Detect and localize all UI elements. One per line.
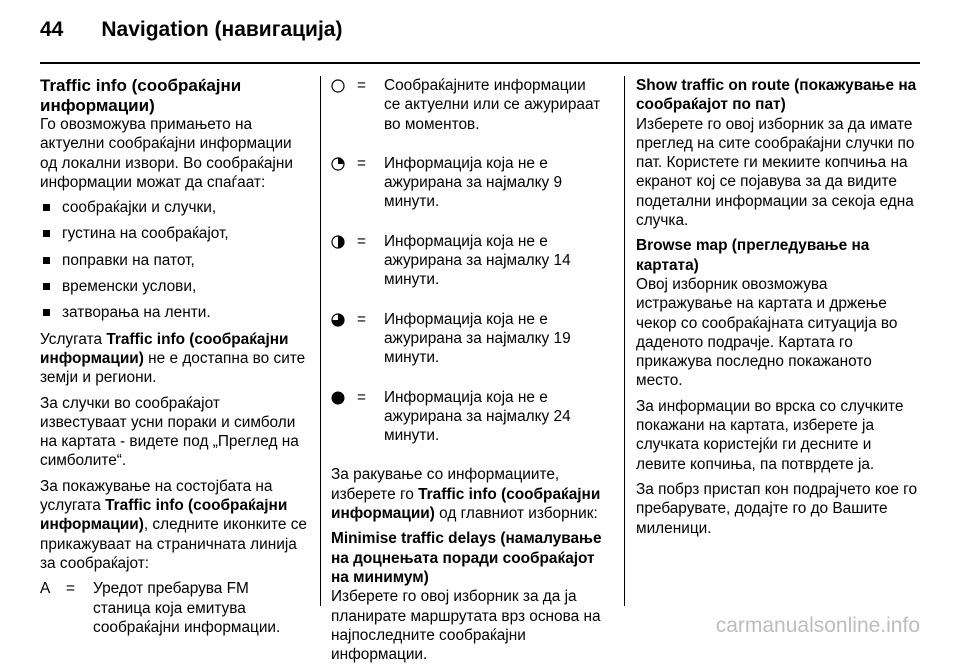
definition-three-quarter-circle: = Информација која не е ажурирана за најмалку 19 минути. [331, 310, 606, 368]
map-events-paragraph: За информации во врска со случките покажани на картата, изберете ја случката користејќи ги десните и левите копчиња, па потврдете ја. [636, 397, 904, 473]
list-item: временски услови, [40, 277, 310, 296]
list-item: густина на сообраќајот, [40, 224, 310, 243]
definition-text: Информација која не е ажурирана за најмалку 24 минути. [384, 388, 571, 445]
definition-quarter-circle: = Информација која не е ажурирана за најмалку 9 минути. [331, 154, 606, 212]
browse-map-paragraph: Овој изборник овозможува истражување на картата и држење чекор со сообраќајната ситуација во даденото подрачје. Картата го прикажува последно покажаното место. [636, 275, 898, 390]
equals-sign: = [66, 580, 75, 598]
column-divider [320, 76, 321, 606]
column-divider [624, 76, 625, 606]
page-title: Navigation (навигација) [101, 18, 343, 41]
section-heading-browse-map: Browse map (прегледување на картата) [636, 237, 870, 274]
definition-text: Сообраќајните информации се актуелни или се ажурираат во моментов. [384, 77, 601, 133]
definition-a [40, 579, 310, 637]
section-heading-show-traffic: Show traffic on route (покажување на сообраќајот по пат) [636, 77, 917, 114]
status-paragraph: За покажување на состојбата на услугата Traffic info (сообраќајни информации), следните иконките се прикажуваат на страничната линија за сообраќајот: [40, 477, 307, 572]
availability-paragraph: Услугата Traffic info (сообраќајни информации) не е достапна во сите земји и региони. [40, 330, 306, 387]
page-number: 44 [40, 18, 64, 41]
traffic-info-list [40, 198, 310, 322]
bullet-square-icon [43, 283, 50, 290]
full-circle-icon [331, 391, 345, 405]
quarter-circle-icon [331, 157, 345, 171]
bullet-square-icon [43, 257, 50, 264]
definition-text: Информација која не е ажурирана за најмалку 14 минути. [384, 232, 571, 289]
bullet-square-icon [43, 309, 50, 316]
half-circle-icon [331, 235, 345, 249]
bullet-square-icon [43, 230, 50, 237]
definition-text: Информација која не е ажурирана за најмалку 9 минути. [384, 154, 563, 211]
column-1 [40, 76, 310, 643]
column-3 [636, 76, 921, 544]
show-traffic-paragraph: Изберете го овој изборник за да имате преглед на сите сообраќајни случки по пат. Користете ги мекиите копчиња на екранот кој се појавува за да видите подетални информации за секоја една случка. [636, 115, 915, 230]
definition-empty-circle: = Сообраќајните информации се актуелни или се ажурираат во моментов. [331, 76, 606, 134]
section-heading-minimise-delays: Minimise traffic delays (намалување на доцнењата поради сообраќајот на минимум) [331, 530, 602, 586]
three-quarter-circle-icon [331, 313, 345, 327]
header-rule [40, 62, 920, 64]
definition-half-circle: = Информација која не е ажурирана за најмалку 14 минути. [331, 232, 606, 290]
empty-circle-icon [331, 79, 345, 93]
definition-full-circle: = Информација која не е ажурирана за најмалку 24 минути. [331, 388, 606, 446]
watermark: carmanualsonline.info [715, 614, 920, 637]
favourites-paragraph: За побрз пристап кон подрајчето кое го пребарувате, додајте го до Вашите миленици. [636, 480, 918, 537]
symbol-a: A [40, 580, 51, 598]
section-heading-traffic-info: Traffic info (сообраќајни информации) [40, 76, 242, 115]
definition-text: Информација која не е ажурирана за најмалку 19 минути. [384, 310, 571, 367]
bullet-square-icon [43, 204, 50, 211]
page-header [40, 18, 342, 42]
symbols-paragraph: За случки во сообраќајот известуваат усни пораки и симболи на картата - видете под „Преглед на симболите“. [40, 394, 299, 470]
list-item: сообраќајки и случки, [40, 198, 310, 217]
intro-paragraph: Го овозможува примањето на актуелни сообраќајни информации од локални извори. Во сообраќајни информации можат да спаѓаат: [40, 116, 293, 191]
definition-text: Уредот пребарува FM станица која емитува сообраќајни информации. [93, 580, 281, 636]
list-item: затворања на ленти. [40, 303, 310, 322]
list-item: поправки на патот, [40, 251, 310, 270]
handling-paragraph: За ракување со информациите, изберете го Traffic info (сообраќајни информации) од главниот изборник: [331, 466, 601, 523]
column-2 [331, 76, 606, 670]
minimise-delays-paragraph: Изберете го овој изборник за да ја планирате маршрутата врз основа на најпоследните сообраќајни информации. [331, 588, 601, 664]
